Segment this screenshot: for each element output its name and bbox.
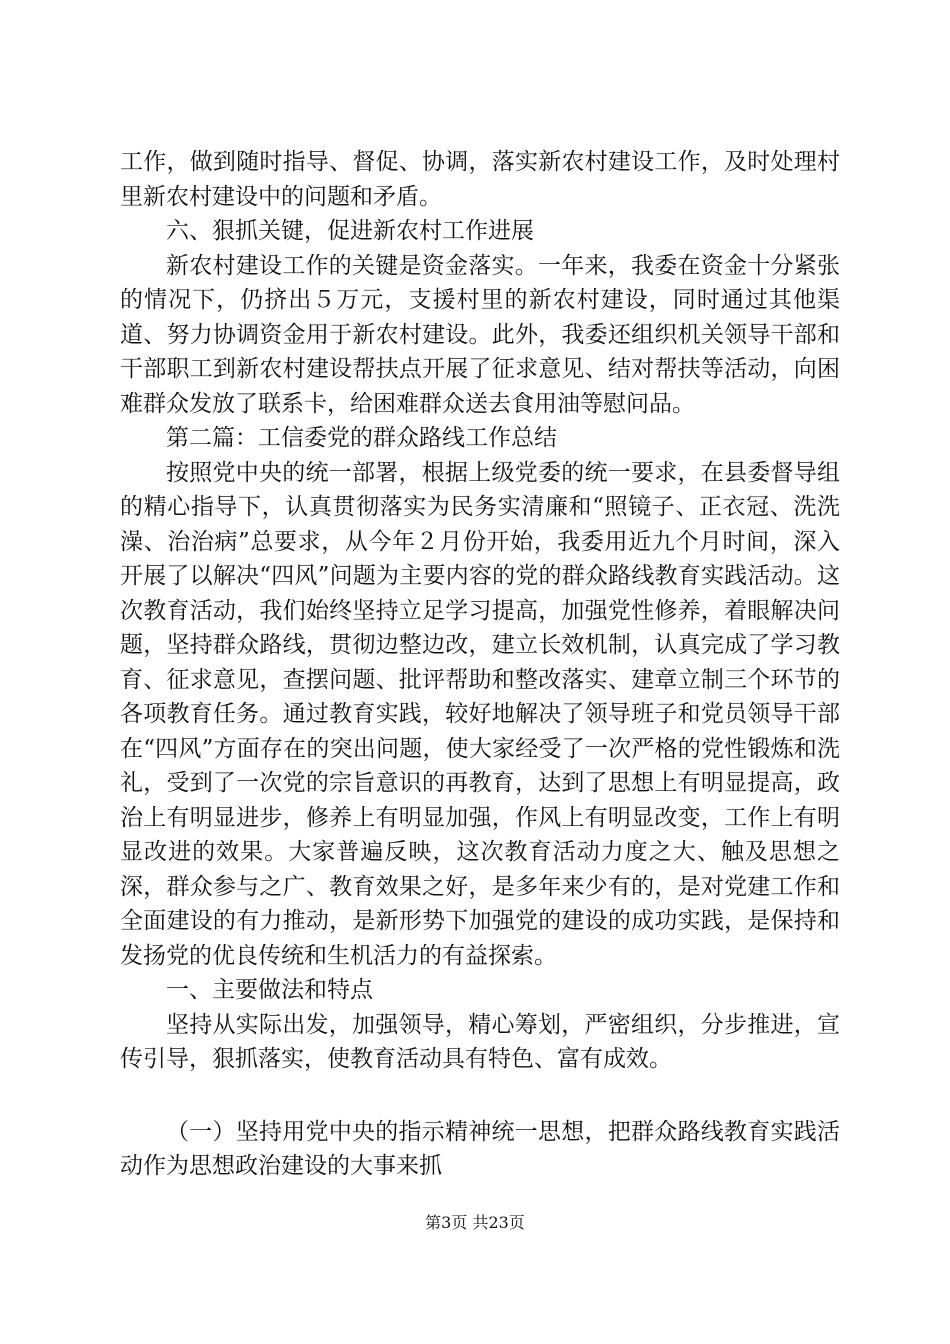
section-heading-six: 六、狠抓关键，促进新农村工作进展 [166, 218, 534, 244]
paragraph-continuation: 工作，做到随时指导、督促、协调，落实新农村建设工作，及时处理村里新农村建设中的问题和矛盾。 [120, 149, 840, 210]
subsection-heading-one: （一）坚持用党中央的指示精神统一思想，把群众路线教育实践活动作为思想政治建设的大事来抓 [120, 1118, 840, 1179]
paragraph-approach: 坚持从实际出发，加强领导，精心筹划，严密组织，分步推进，宣传引导，狠抓落实，使教育活动具有特色、富有成效。 [120, 1011, 840, 1072]
section-heading-one: 一、主要做法和特点 [166, 977, 373, 1003]
paragraph-summary: 按照党中央的统一部署，根据上级党委的统一要求，在县委督导组的精心指导下，认真贯彻落实为民务实清廉和“照镜子、正衣冠、洗洗澡、治治病”总要求，从今年２月份开始，我委用近九个月时间，深入开展了以解决“四风”问题为主要内容的党的群众路线教育实践活动。这次教育活动，我们始终坚持立足学习提高，加强党性修养，着眼解决问题，坚持群众路线，贯彻边整边改，建立长效机制，认真完成了学习教育、征求意见，查摆问题、批评帮助和整改落实、建章立制三个环节的各项教育任务。通过教育实践，较好地解决了领导班子和党员领导干部在“四风”方面存在的突出问题，使大家经受了一次严格的党性锻炼和洗礼，受到了一次党的宗旨意识的再教育，达到了思想上有明显提高，政治上有明显进步，修养上有明显加强，作风上有明显改变，工作上有明显改进的效果。大家普遍反映，这次教育活动力度之大、触及思想之深，群众参与之广、教育效果之好，是多年来少有的，是对党建工作和全面建设的有力推动，是新形势下加强党的建设的成功实践，是保持和发扬党的优良传统和生机活力的有益探索。 [120, 459, 840, 969]
page-number-footer: 第3页 共23页 [425, 1213, 525, 1232]
paragraph-funding: 新农村建设工作的关键是资金落实。一年来，我委在资金十分紧张的情况下，仍挤出５万元，支援村里的新农村建设，同时通过其他渠道、努力协调资金用于新农村建设。此外，我委还组织机关领导干部和干部职工到新农村建设帮扶点开展了征求意见、结对帮扶等活动，向困难群众发放了联系卡，给困难群众送去食用油等慰问品。 [120, 252, 840, 417]
document-body [120, 145, 840, 1184]
chapter-heading-two: 第二篇：工信委党的群众路线工作总结 [166, 425, 557, 451]
